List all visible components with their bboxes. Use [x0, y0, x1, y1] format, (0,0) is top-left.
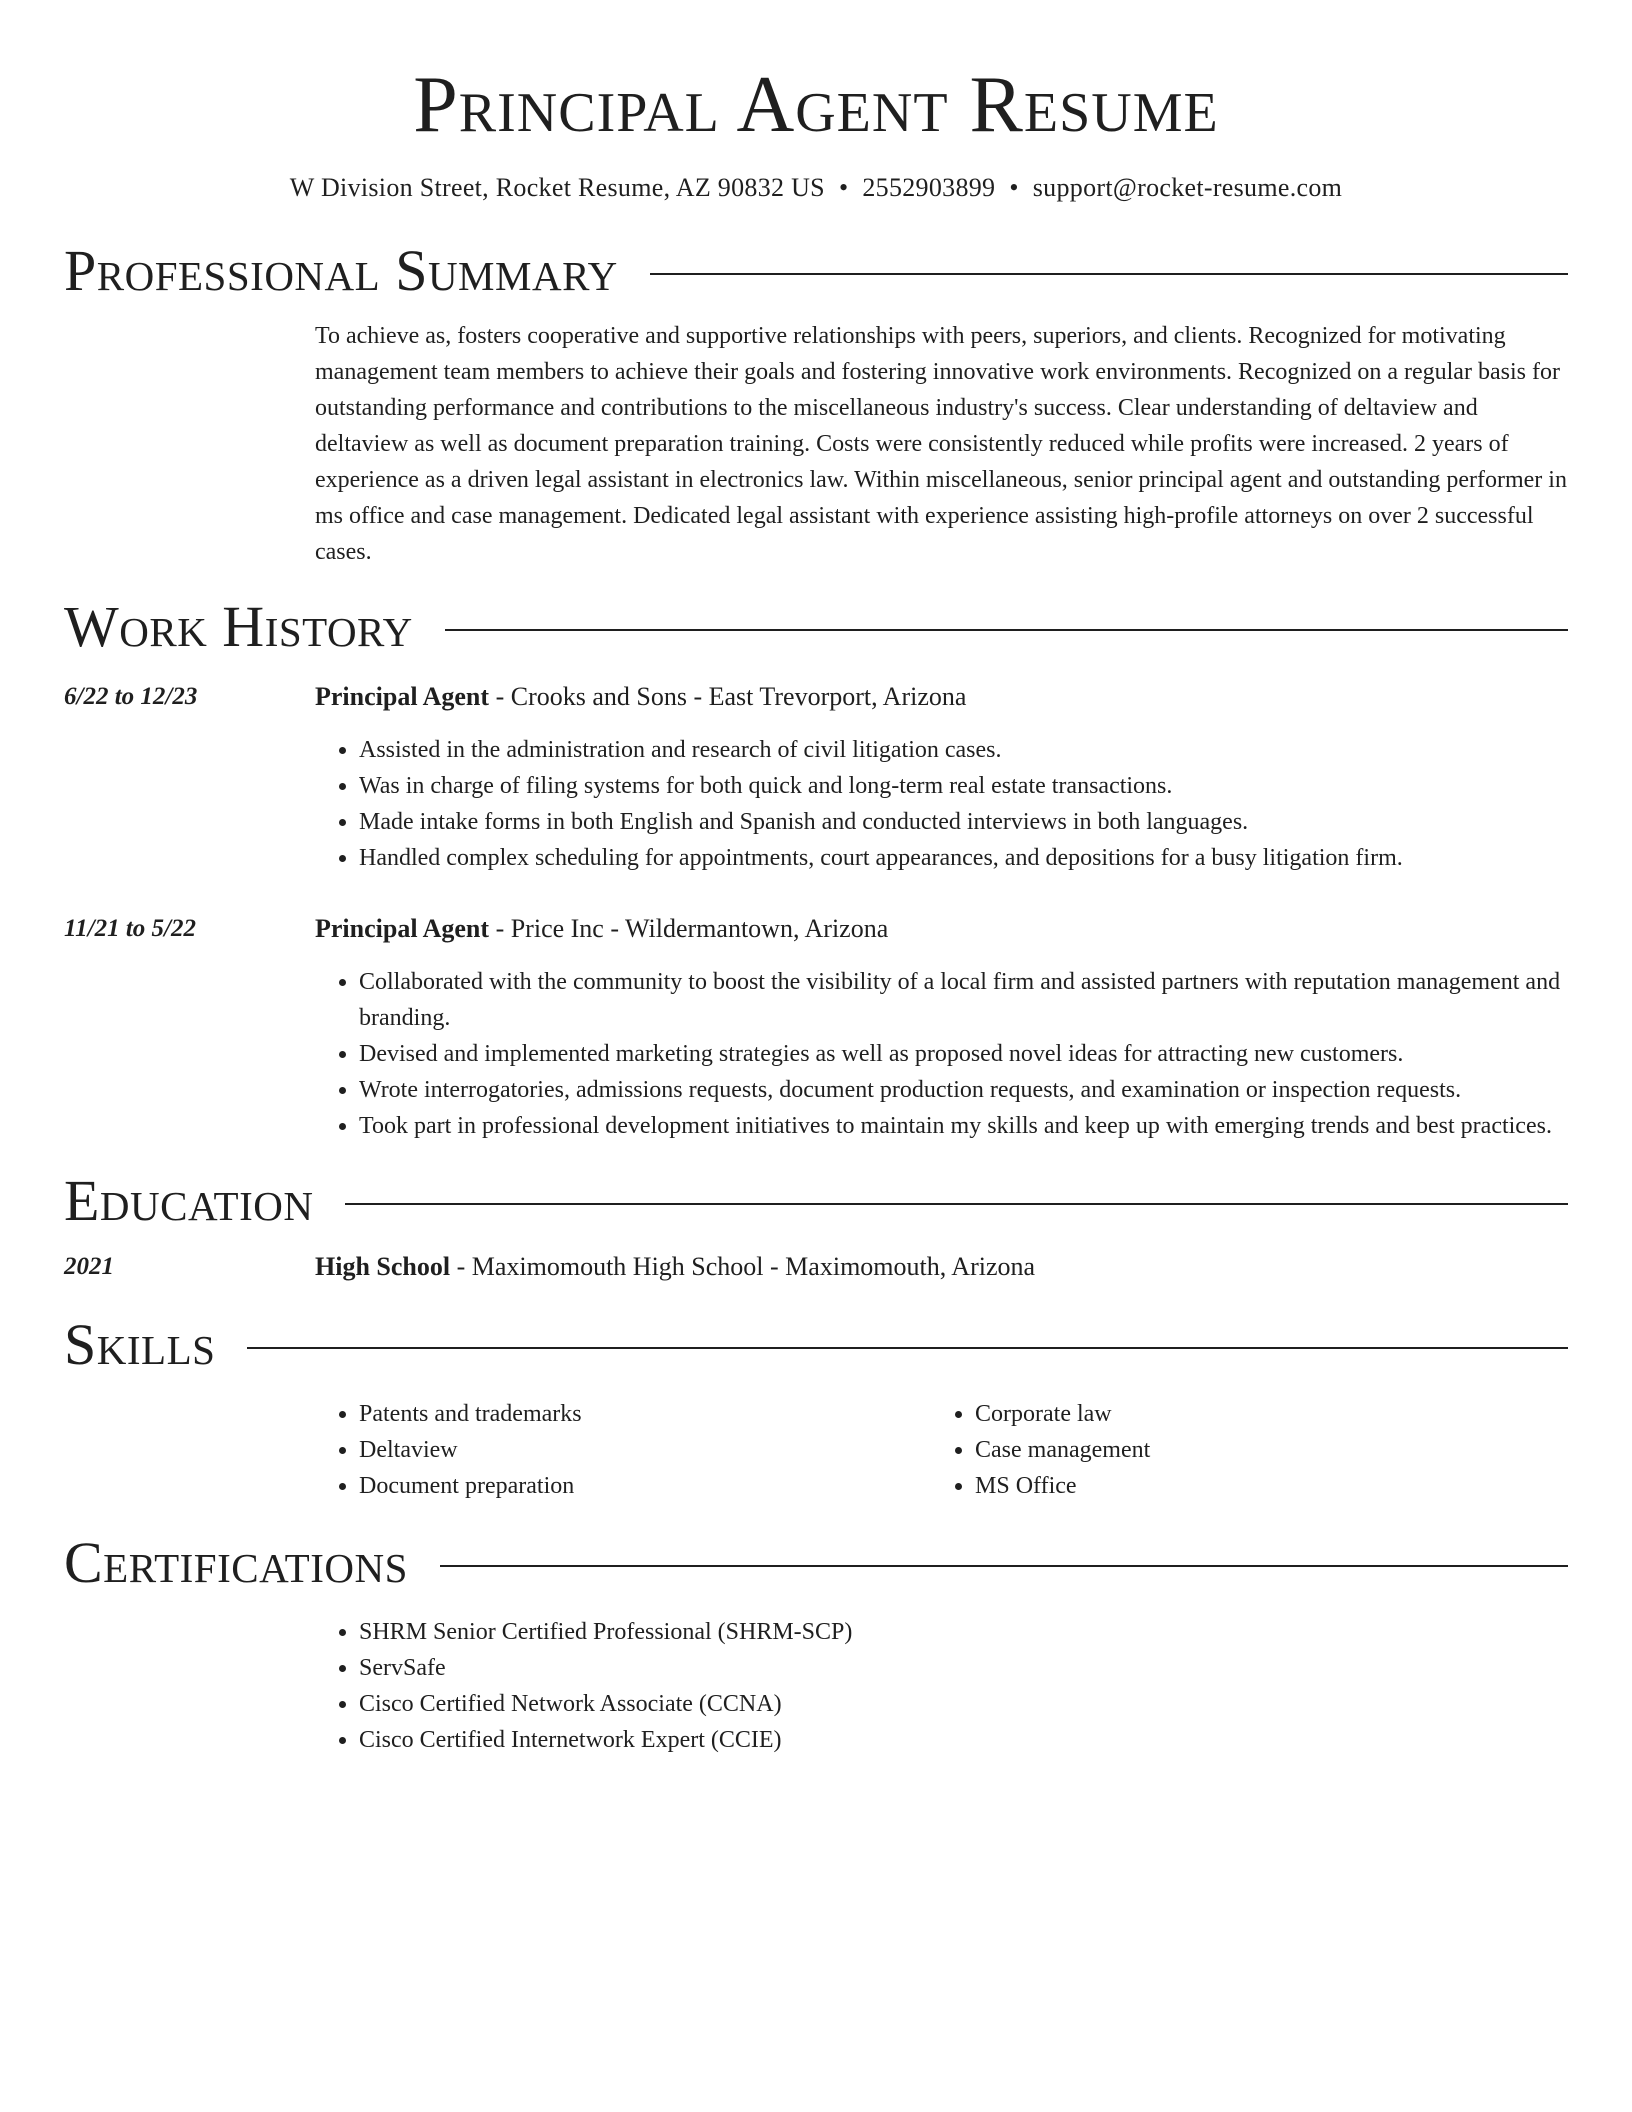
section-divider [440, 1565, 1568, 1567]
skills-column-left [315, 1396, 931, 1504]
list-item: • Case management [975, 1432, 1547, 1468]
list-item: • Made intake forms in both English and Spanish and conducted interviews in both languages. [359, 804, 1568, 840]
summary-text: To achieve as, fosters cooperative and supportive relationships with peers, superiors, and clients. Recognized for motivating management team members to achieve their goals and fostering innovative work environments. Recognized on a regular basis for outstanding performance and contributions to the miscellaneous industry's success. Clear understanding of deltaview and deltaview as well as document preparation training. Costs were consistently reduced while profits were increased. 2 years of experience as a driven legal assistant in electronics law. Within miscellaneous, senior principal agent and outstanding performer in ms office and case management. Dedicated legal assistant with experience assisting high-profile attorneys on over 2 successful cases. [315, 323, 1567, 565]
section-divider [247, 1347, 1568, 1349]
resume-page [64, 0, 1568, 1758]
job-dates: 11/21 to 5/22 [64, 915, 196, 942]
separator-dot: • [838, 173, 849, 202]
education-details: - Maximomouth High School - Maximomouth, Arizona [450, 1252, 1036, 1281]
section-title-education: Education [64, 1168, 314, 1233]
job-bullets [315, 964, 1568, 1144]
job-title: Principal Agent [315, 682, 490, 711]
list-item: • MS Office [975, 1468, 1547, 1504]
separator-dot: • [1009, 173, 1019, 202]
list-item: • Collaborated with the community to boost the visibility of a local firm and assisted partners with reputation management and branding. [359, 964, 1568, 1036]
list-item: • Patents and trademarks [359, 1396, 931, 1432]
resume-title: Principal Agent Resume [413, 61, 1219, 149]
phone-number: 2552903899 [862, 173, 996, 202]
section-title-certifications: Certifications [64, 1530, 408, 1595]
list-item: • SHRM Senior Certified Professional (SHRM-SCP) [359, 1614, 1568, 1650]
section-divider [650, 273, 1568, 275]
section-header-certifications [64, 1528, 1568, 1598]
list-item: • Cisco Certified Network Associate (CCNA) [359, 1686, 1568, 1722]
list-item: • Document preparation [359, 1468, 931, 1504]
section-header-skills [64, 1310, 1568, 1380]
section-divider [445, 629, 1568, 631]
section-header-work [64, 592, 1568, 662]
certifications-list [315, 1614, 1568, 1758]
section-title-skills: Skills [64, 1312, 216, 1377]
job-headline [315, 678, 966, 716]
education-year: 2021 [64, 1253, 114, 1280]
skills-column-right [931, 1396, 1547, 1504]
education-headline [315, 1248, 1035, 1286]
list-item: • Wrote interrogatories, admissions requests, document production requests, and examination or inspection requests. [359, 1072, 1568, 1108]
section-divider [345, 1203, 1568, 1205]
section-title-work: Work History [64, 594, 413, 659]
education-degree: High School [315, 1252, 451, 1281]
section-header-education [64, 1166, 1568, 1236]
education-entry [64, 1248, 1568, 1286]
address: W Division Street, Rocket Resume, AZ 90832 US [289, 173, 825, 202]
job-entry [64, 910, 1568, 948]
list-item: • ServSafe [359, 1650, 1568, 1686]
job-entry [64, 678, 1568, 716]
job-title: Principal Agent [315, 914, 490, 943]
job-dates: 6/22 to 12/23 [64, 683, 198, 710]
section-title-summary: Professional Summary [64, 238, 618, 303]
list-item: • Handled complex scheduling for appointments, court appearances, and depositions for a busy litigation firm. [359, 840, 1568, 876]
list-item: • Devised and implemented marketing strategies as well as proposed novel ideas for attracting new customers. [359, 1036, 1568, 1072]
list-item: • Deltaview [359, 1432, 931, 1468]
list-item: • Assisted in the administration and research of civil litigation cases. [359, 732, 1568, 768]
skills-grid [315, 1396, 1568, 1504]
job-details: - Price Inc - Wildermantown, Arizona [489, 914, 889, 943]
job-headline [315, 910, 888, 948]
list-item: • Was in charge of filing systems for both quick and long-term real estate transactions. [359, 768, 1568, 804]
section-header-summary [64, 236, 1568, 306]
list-item: • Corporate law [975, 1396, 1547, 1432]
contact-line [64, 170, 1568, 206]
job-details: - Crooks and Sons - East Trevorport, Arizona [489, 682, 967, 711]
job-bullets [315, 732, 1568, 876]
list-item: • Cisco Certified Internetwork Expert (CCIE) [359, 1722, 1568, 1758]
email-address: support@rocket-resume.com [1032, 173, 1343, 202]
list-item: • Took part in professional development initiatives to maintain my skills and keep up with emerging trends and best practices. [359, 1108, 1568, 1144]
